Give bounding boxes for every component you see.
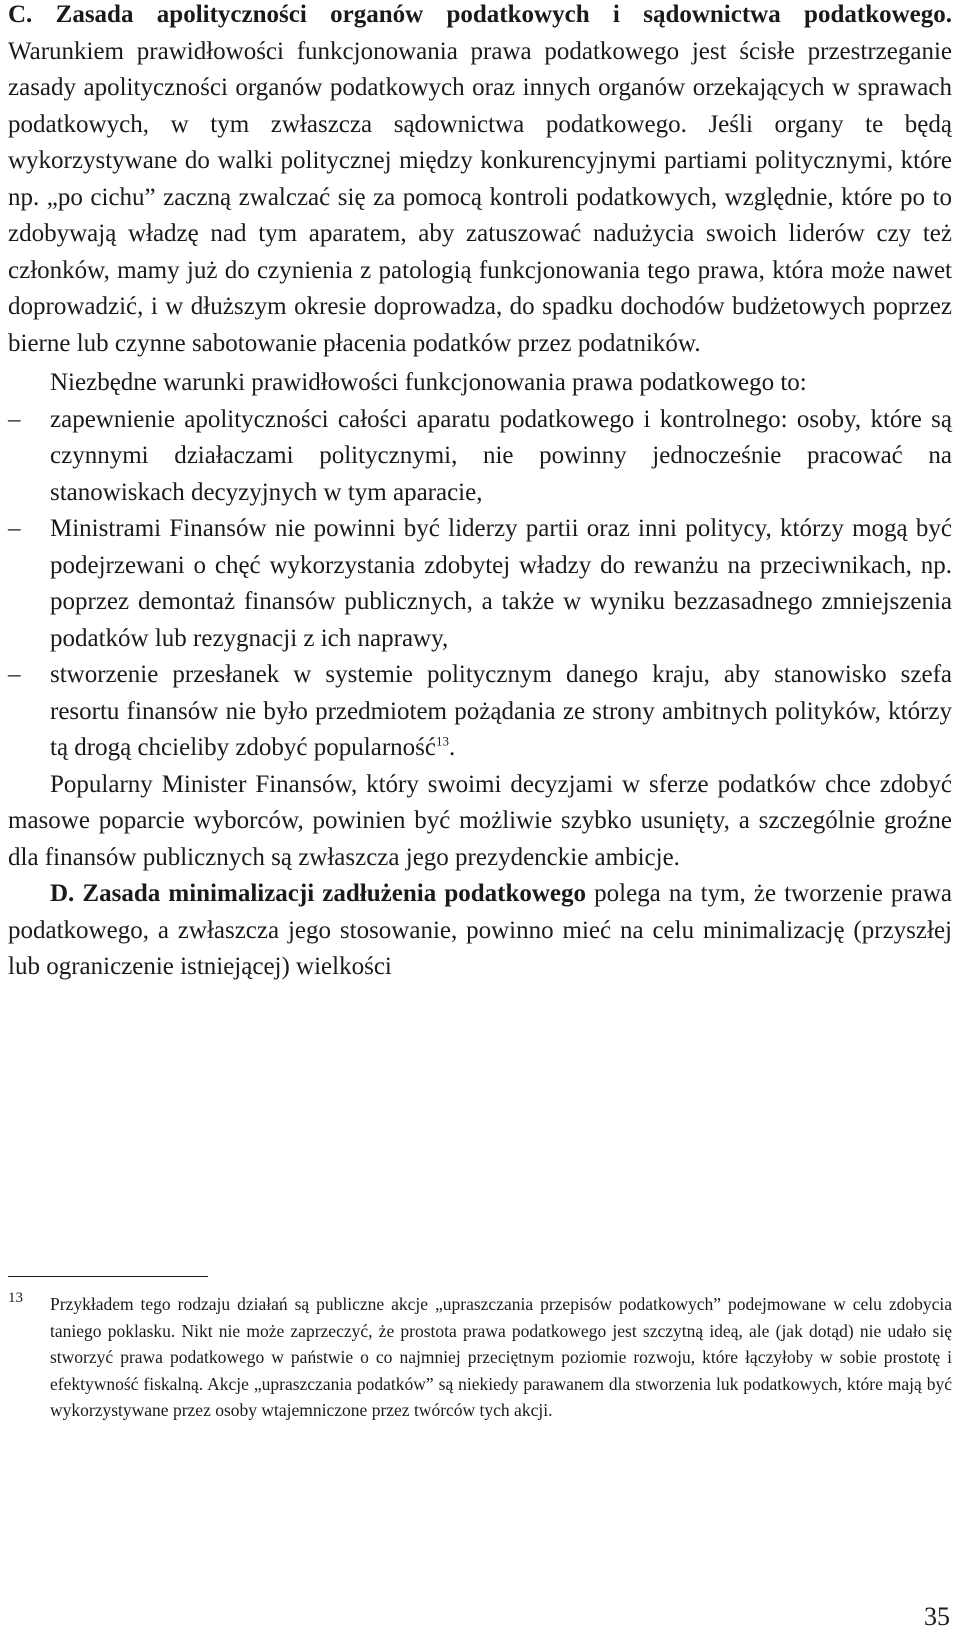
dash-marker: –: [8, 515, 21, 542]
footnote-separator: [8, 1276, 208, 1277]
list-item: [8, 657, 952, 767]
main-text: [8, 0, 952, 986]
paragraph-warunki: Niezbędne warunki prawidłowości funkcjonowania prawa podatkowego to:: [50, 369, 807, 396]
page-number: 35: [924, 1602, 950, 1631]
footnote-text: Przykładem tego rodzaju działań są publiczne akcje „upraszczania przepisów podatkowych” podejmowane w celu zdobycia taniego poklasku. Nikt nie może zaprzeczyć, że prostota prawa podatkowego jest szczytną ideą, ale (jak dotąd) nie udało się stworzyć prawa podatkowego w państwie o co najmniej przeciętnym poziomie rozwoju, które łączyłoby w sobie prostotę i efektywność fiskalną. Akcje „upraszczania podatków” są niekiedy parawanem dla stworzenia luk podatkowych, które mają być wykorzystywane przez osoby wtajemniczone przez twórców tych akcji.: [50, 1294, 952, 1421]
footnote-number: 13: [8, 1290, 23, 1306]
page-body: [8, 0, 952, 986]
list-item: [8, 511, 952, 657]
list-item-text: stworzenie przesłanek w systemie politycznym danego kraju, aby stanowisko szefa resortu finansów nie było przedmiotem pożądania ze strony ambitnych polityków, którzy tą drogą chcieliby zdobyć popularność: [50, 661, 952, 761]
paragraph-zasada-c: [8, 0, 952, 362]
conditions-list: [8, 402, 952, 767]
paragraph-minister: Popularny Minister Finansów, który swoimi decyzjami w sferze podatków chce zdobyć masowe poparcie wyborców, powinien być możliwie szybko usunięty, a szczególnie groźne dla finansów publicznych są zwłaszcza jego prezydenckie ambicje.: [8, 770, 952, 871]
section-heading-d: D. Zasada minimalizacji zadłużenia podatkowego: [50, 880, 587, 907]
paragraph-text: Warunkiem prawidłowości funkcjonowania prawa podatkowego jest ścisłe przestrzeganie zasady apolityczności organów podatkowych oraz innych organów orzekających w sprawach podatkowych, w tym zwłaszcza sądownictwa podatkowego. Jeśli organy te będą wykorzystywane do walki politycznej między konkurencyjnymi partiami politycznymi, które np. „po cichu” zaczną zwalczać się za pomocą kontroli podatkowych, względnie, które po to zdobywają władzę nad tym aparatem, aby zatuszować nadużycia swoich liderów czy też członków, mamy już do czynienia z patologią funkcjonowania tego prawa, która może nawet doprowadzić, i w dłuższym okresie doprowadza, do spadku dochodów budżetowych poprzez bierne lub czynne sabotowanie płacenia podatków przez podatników.: [8, 37, 952, 357]
dash-marker: –: [8, 661, 21, 688]
footnote: [8, 1291, 952, 1424]
list-item-text: Ministrami Finansów nie powinni być liderzy partii oraz inni politycy, którzy mogą być podejrzewani o chęć wykorzystania zdobytej władzy do rewanżu na przeciwnikach, np. poprzez demontaż finansów publicznych, a także w wyniku bezzasadnego zmniejszenia podatków lub rezygnacji z ich naprawy,: [50, 515, 952, 652]
list-item: [8, 402, 952, 512]
footnote-reference[interactable]: 13: [435, 733, 449, 749]
dash-marker: –: [8, 405, 21, 433]
paragraph-zasada-d: [8, 876, 952, 986]
list-item-text: zapewnienie apolityczności całości aparatu podatkowego i kontrolnego: osoby, które są czynnymi działaczami politycznymi, nie powinny jednocześnie pracować na stanowiskach decyzyjnych w tym aparacie,: [50, 405, 952, 506]
section-heading-c: C. Zasada apolityczności organów podatkowych i sądownictwa podatkowego.: [8, 1, 952, 28]
paragraph-text: polega na tym, że tworzenie prawa podatkowego, a zwłaszcza jego stosowanie, powinno mieć na celu minimalizację (przyszłej lub ograniczenie istniejącej) wielkości: [8, 880, 952, 980]
list-item-end: .: [448, 734, 456, 761]
